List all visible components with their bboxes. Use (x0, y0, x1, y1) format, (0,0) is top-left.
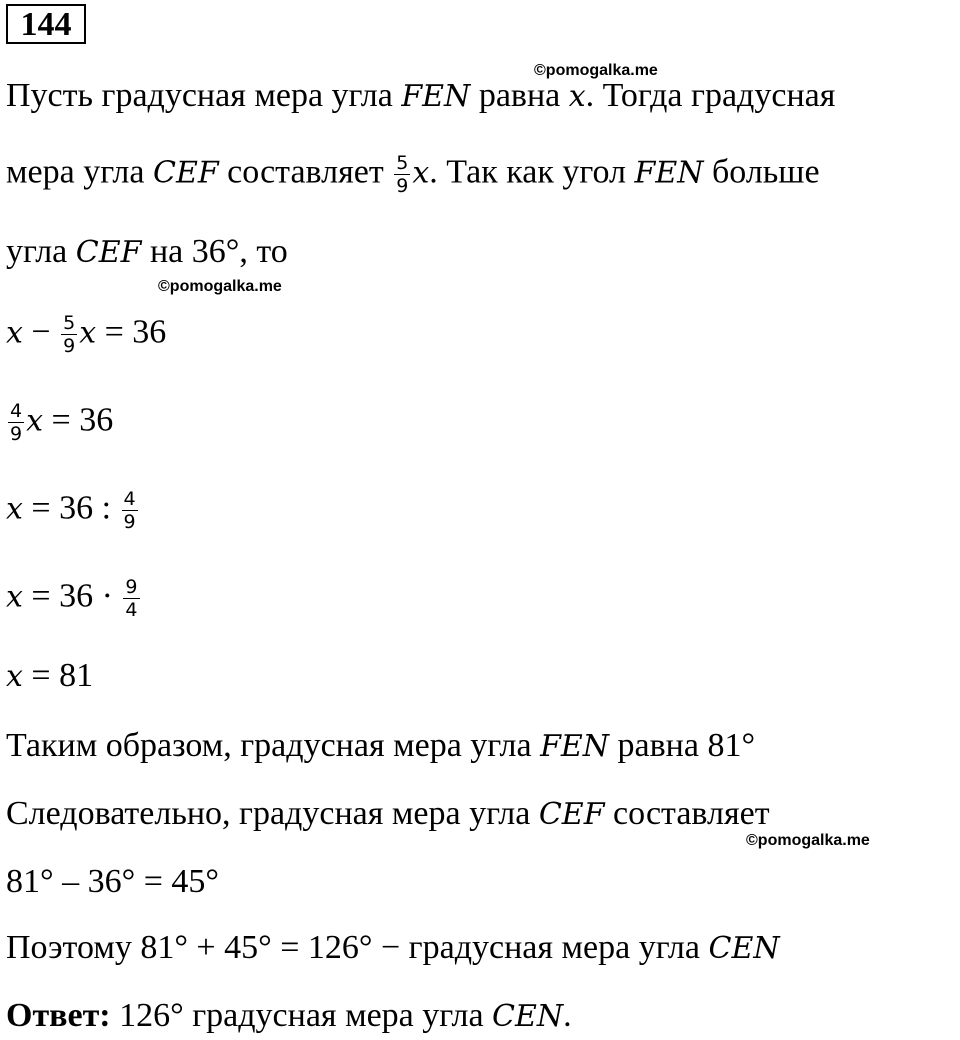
text-line-3: угла CEF на 36°, то (6, 233, 288, 270)
text-line-6: 81° – 36° = 45° (6, 863, 219, 900)
text-line-5: Следовательно, градусная мера угла CEF составляет (6, 795, 770, 832)
watermark: ©pomogalka.me (746, 832, 870, 849)
fraction: $\frac{9}{4}$ (125, 576, 138, 621)
fraction: $\frac{5}{9}$ (396, 152, 409, 197)
text-line-7: Поэтому 81° + 45° = 126° − градусная мера угла CEN (6, 929, 780, 966)
equation-5: x = 81 (6, 657, 94, 694)
text-line-1: Пусть градусная мера угла FEN равна x. Тогда градусная (6, 77, 836, 114)
text-line-4: Таким образом, градусная мера угла FEN равна 81° (6, 727, 756, 764)
answer-line: Ответ: 126° градусная мера угла CEN. (6, 997, 572, 1034)
equation-1: x − $\frac{5}{9}$ x = 36 (6, 312, 167, 357)
answer-label: Ответ: (6, 997, 111, 1034)
fraction: $\frac{4}{9}$ (123, 488, 136, 533)
problem-number: 144 (6, 4, 86, 44)
fraction: $\frac{5}{9}$ (63, 312, 76, 357)
equation-3: x = 36 : $\frac{4}{9}$ (6, 488, 136, 533)
watermark: ©pomogalka.me (534, 62, 658, 79)
equation-2: $\frac{4}{9}$ x = 36 (10, 400, 114, 445)
watermark: ©pomogalka.me (158, 278, 282, 295)
text-line-2: мера угла CEF составляет $\frac{5}{9}$ x. Так как угол FEN больше (6, 152, 820, 197)
equation-4: x = 36 · $\frac{9}{4}$ (6, 576, 138, 621)
fraction: $\frac{4}{9}$ (10, 400, 23, 445)
